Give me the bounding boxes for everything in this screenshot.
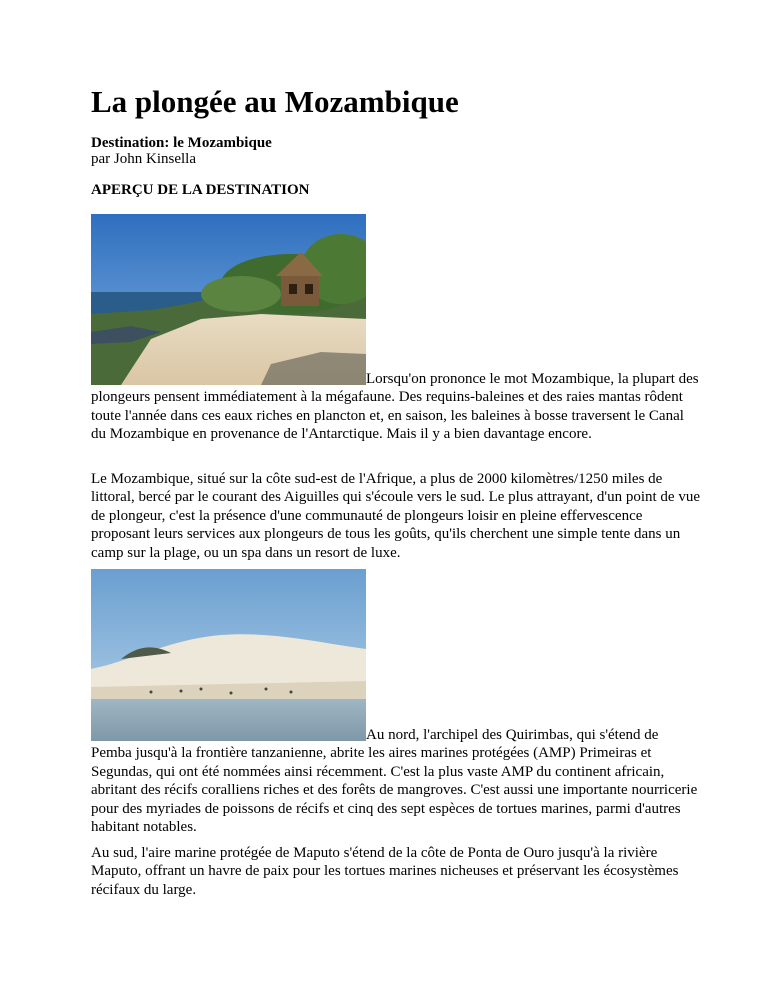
destination-line: Destination: le Mozambique xyxy=(91,135,272,151)
page-title: La plongée au Mozambique xyxy=(91,84,459,119)
dunes-photo xyxy=(91,569,366,741)
paragraph-1: Lorsqu'on prononce le mot Mozambique, la plupart des plongeurs pensent immédiatement à la mégafaune. Des requins-baleines et des raies mantas rôdent toute l'année dans ces eaux riches en plancton et, en saison, les baleines à bosse traversent le Canal du Mozambique en provenance de l'Antarctique. Mais il y a bien davantage encore. xyxy=(91,371,699,443)
paragraph-3: Au nord, l'archipel des Quirimbas, qui s'étend de Pemba jusqu'à la frontière tanzanienne, abrite les aires marines protégées (AMP) Primeiras et Segundas, qui ont été nommées ainsi récemment. C'est la plus vaste AMP du continent africain, abritant des récifs coralliens riches et des forêts de mangroves. C'est aussi une importante nourricerie pour des myriades de poissons de récifs et cinq des sept espèces de tortues marines, parmi d'autres habitant notables. xyxy=(91,727,698,836)
author-line: par John Kinsella xyxy=(91,151,196,167)
paragraph-2: Le Mozambique, situé sur la côte sud-est de l'Afrique, a plus de 2000 kilomètres/1250 miles de littoral, bercé par le courant des Aiguilles qui s'écoule vers le sud. Le plus attrayant, d'un point de vue de plongeur, c'est la présence d'une communauté de plongeurs loisir en pleine effervescence proposant leurs services aux plongeurs de tous les goûts, qu'ils cherchent une simple tente dans un camp sur la plage, ou un spa dans un resort de luxe. xyxy=(91,471,700,561)
paragraph-4: Au sud, l'aire marine protégée de Maputo s'étend de la côte de Ponta de Ouro jusqu'à la rivière Maputo, offrant un havre de paix pour les tortues marines nicheuses et préservant les écosystèmes récifaux du large. xyxy=(91,845,679,898)
beach-hut-photo xyxy=(91,214,366,385)
section-heading: APERÇU DE LA DESTINATION xyxy=(91,182,310,198)
